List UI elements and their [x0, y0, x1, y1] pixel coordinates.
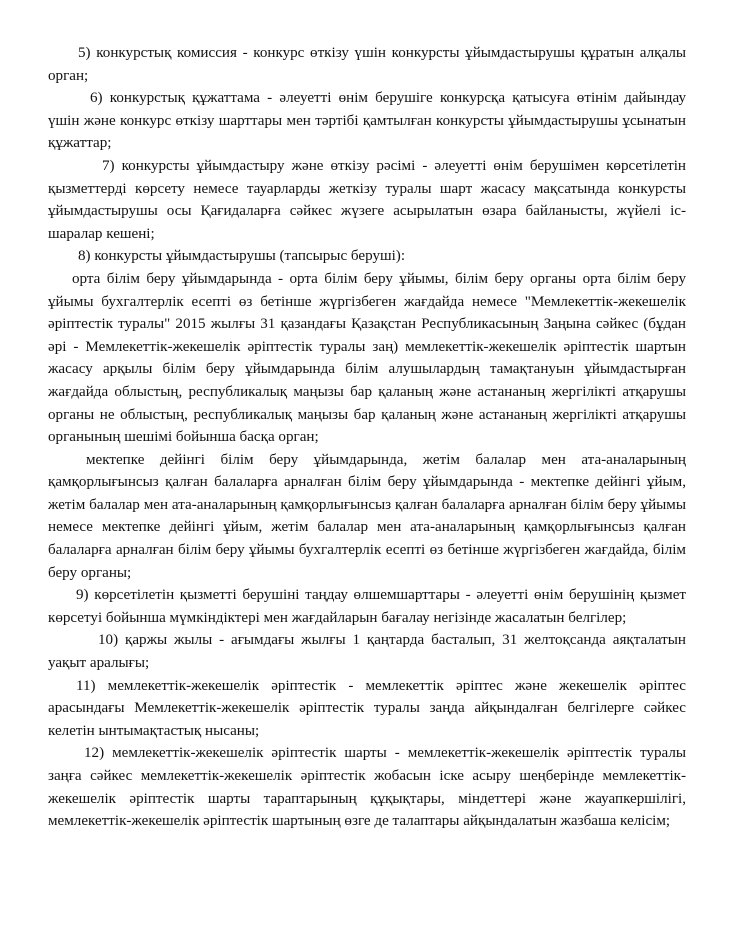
paragraph-item-6: 6) конкурстық құжаттама - әлеуетті өнім берушіге конкурсқа қатысуға өтінім дайындау үшін және конкурс өткізу шарттары мен тәртібі қамтылған конкурсты ұйымдастырушы ұсынатын құжаттар;	[48, 90, 686, 152]
document-page	[48, 42, 686, 833]
paragraph-item-8-preschool: мектепке дейінгі білім беру ұйымдарында, жетім балалар мен ата-аналарының қамқорлығынсыз қалған балаларға арналған білім беру ұйымдарында - мектепке дейінгі ұйым, жетім балалар мен ата-аналарының қамқорлығынсыз қалған балаларға арналған білім беру ұйымы немесе мектепке дейінгі ұйым, жетім балалар мен ата-аналарының қамқорлығынсыз қалған балаларға арналған білім беру ұйымы бухгалтерлік есепті өз бетінше жүргізбеген жағдайда, білім беру органы;	[48, 451, 686, 581]
paragraph-item-11: 11) мемлекеттік-жекешелік әріптестік - мемлекеттік әріптес және жекешелік әріптес арасындағы Мемлекеттік-жекешелік әріптестік туралы заңда айқындалған белгілерге сәйкес келетін ынтымақтастық нысаны;	[48, 677, 686, 739]
paragraph-item-10: 10) қаржы жылы - ағымдағы жылғы 1 қаңтарда басталып, 31 желтоқсанда аяқталатын уақыт аралығы;	[48, 632, 686, 672]
paragraph-item-8-secondary: орта білім беру ұйымдарында - орта білім беру ұйымы, білім беру органы орта білім беру ұйымы бухгалтерлік есепті өз бетінше жүргізбеген жағдайда немесе "Мемлекеттік-жекешелік әріптестік туралы" 2015 жылғы 31 қазандағы Қазақстан Республикасының Заңына сәйкес (бұдан әрі - Мемлекеттік-жекешелік әріптестік туралы заң) мемлекеттік-жекешелік әріптестік шартын жасасу арқылы білім беру ұйымдарында білім алушылардың тамақтануын ұйымдастырған жағдайда облыстың, республикалық маңызы бар қаланың және астананың жергілікті атқарушы органы не облыстың, республикалық маңызы бар қаланың және астананың жергілікті атқарушы органының шешімі бойынша басқа орган;	[48, 270, 686, 446]
paragraph-item-5: 5) конкурстық комиссия - конкурс өткізу үшін конкурсты ұйымдастырушы құратын алқалы орган;	[48, 45, 686, 84]
paragraph-item-9: 9) көрсетілетін қызметті берушіні таңдау өлшемшарттары - әлеуетті өнім берушінің қызмет көрсетуі бойынша мүмкіндіктері мен жағдайларын бағалау негізінде жасалатын белгілер;	[48, 587, 686, 626]
paragraph-item-12: 12) мемлекеттік-жекешелік әріптестік шарты - мемлекеттік-жекешелік әріптестік туралы заңға сәйкес мемлекеттік-жекешелік әріптестік жобасын іске асыру шеңберінде мемлекеттік-жекешелік әріптестік шарты тараптарының құқықтары, міндеттері және жауапкершілігі, мемлекеттік-жекешелік әріптестік шартының өзге де талаптары айқындалатын жазбаша келісім;	[48, 745, 686, 830]
paragraph-item-8: 8) конкурсты ұйымдастырушы (тапсырыс беруші):	[78, 248, 406, 265]
paragraph-item-7: 7) конкурсты ұйымдастыру және өткізу рәсімі - әлеуетті өнім берушімен көрсетілетін қызметтерді көрсету немесе тауарларды жеткізу туралы шарт жасасу мақсатында конкурсты ұйымдастырушы осы Қағидаларға сәйкес жүзеге асырылатын өзара байланысты, жүйелі іс-шаралар кешені;	[48, 157, 686, 242]
